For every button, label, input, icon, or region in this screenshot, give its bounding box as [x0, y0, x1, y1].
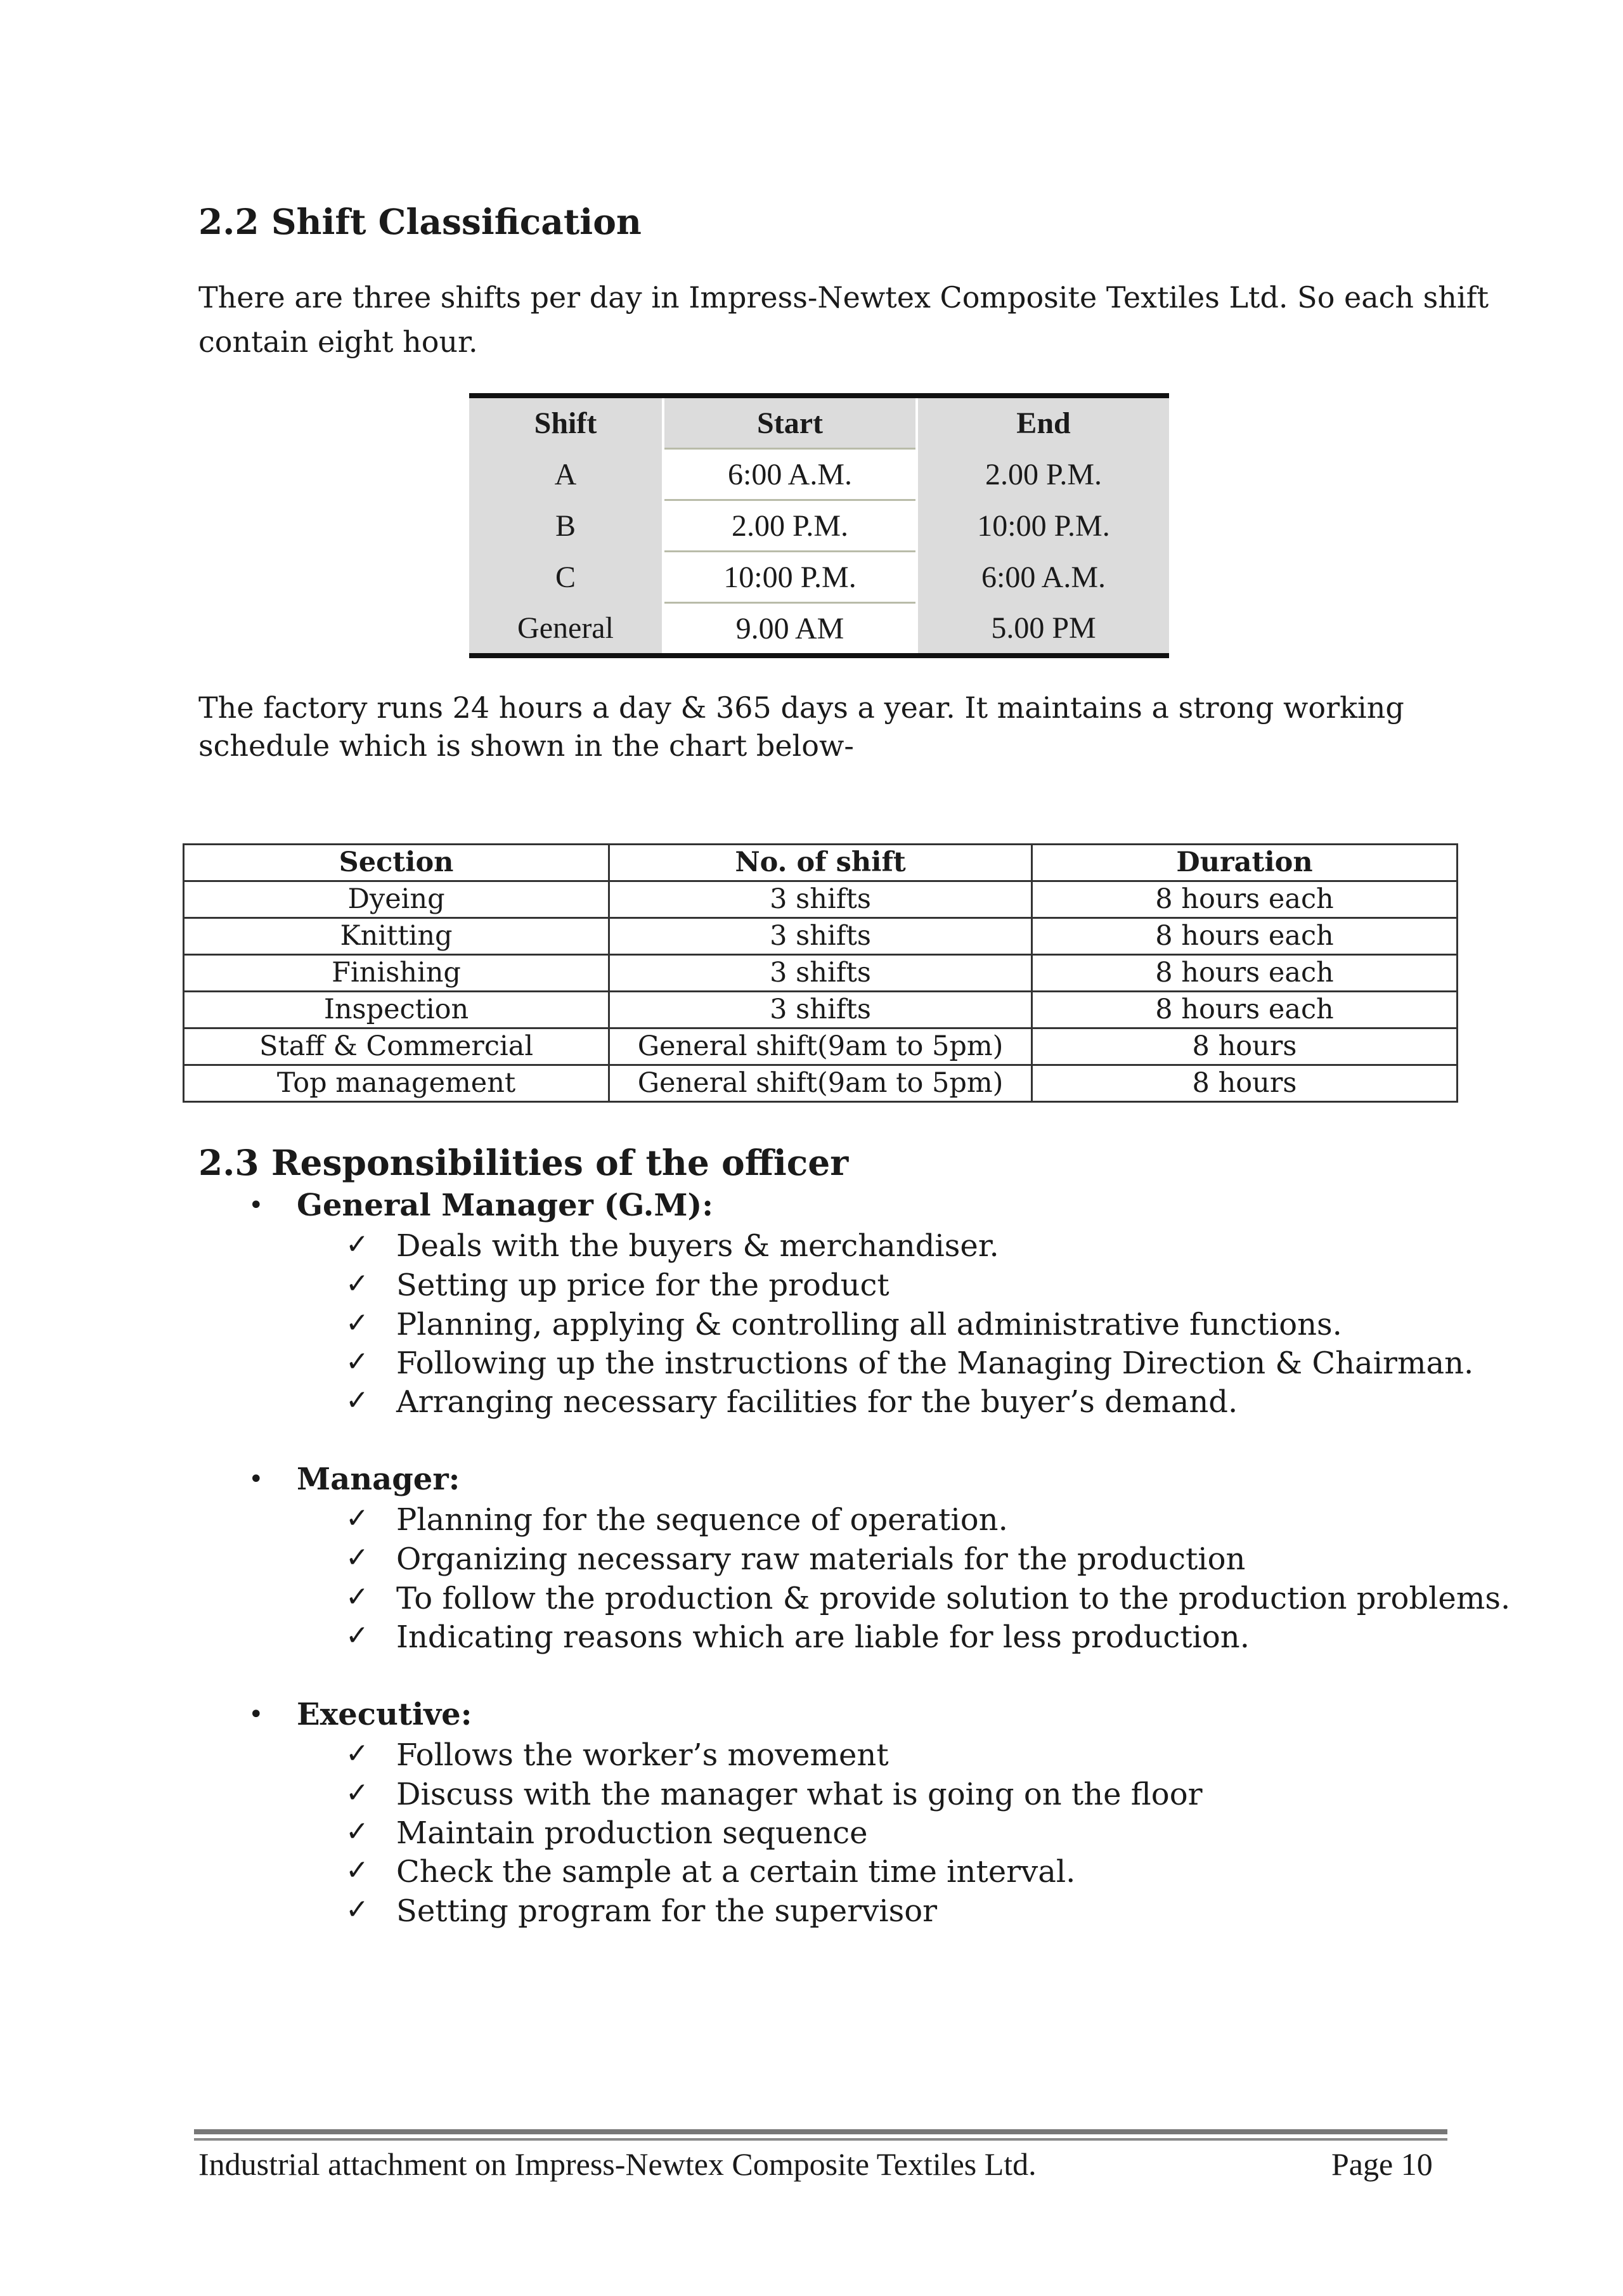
cell-shift: A	[469, 449, 663, 500]
checkmark-icon: ✓	[346, 1737, 369, 1770]
list-item-text: Organizing necessary raw materials for the production	[396, 1541, 1246, 1577]
column-header-start: Start	[663, 396, 917, 449]
footer-divider-thin	[194, 2138, 1447, 2141]
table-row	[184, 1065, 1458, 1102]
list-item	[0, 1777, 1623, 1816]
list-item-text: Check the sample at a certain time interval.	[396, 1854, 1076, 1890]
section-heading-shift-classification: 2.2 Shift Classification	[198, 201, 642, 242]
cell-end: 6:00 A.M.	[917, 552, 1169, 603]
checkmark-icon: ✓	[346, 1541, 369, 1574]
schedule-table	[183, 843, 1458, 1103]
checkmark-icon: ✓	[346, 1854, 369, 1886]
cell-section: Inspection	[184, 992, 609, 1028]
column-header-no-of-shift: No. of shift	[609, 845, 1032, 881]
role-title: General Manager (G.M):	[297, 1188, 713, 1223]
cell-shift: General	[469, 603, 663, 656]
list-item-text: Setting program for the supervisor	[396, 1893, 938, 1929]
checkmark-icon: ✓	[346, 1777, 369, 1809]
checkmark-icon: ✓	[346, 1384, 369, 1417]
list-item	[0, 1307, 1623, 1346]
column-header-duration: Duration	[1032, 845, 1458, 881]
table-row	[184, 1028, 1458, 1065]
list-item-text: Planning, applying & controlling all administrative functions.	[396, 1307, 1342, 1342]
cell-start: 9.00 AM	[663, 603, 917, 656]
list-item	[0, 1737, 1623, 1777]
list-item	[0, 1228, 1623, 1268]
cell-duration: 8 hours each	[1032, 881, 1458, 918]
cell-section: Finishing	[184, 955, 609, 992]
table-row	[184, 992, 1458, 1028]
checkmark-icon: ✓	[346, 1228, 369, 1261]
list-item	[0, 1384, 1623, 1424]
column-header-section: Section	[184, 845, 609, 881]
intro-paragraph-line-1: There are three shifts per day in Impress-Newtex Composite Textiles Ltd. So each shift	[198, 280, 1489, 315]
cell-start: 10:00 P.M.	[663, 552, 917, 603]
cell-end: 5.00 PM	[917, 603, 1169, 656]
table-row	[184, 918, 1458, 955]
schedule-intro-line-2: schedule which is shown in the chart below-	[198, 729, 854, 763]
column-header-end: End	[917, 396, 1169, 449]
cell-no-of-shift: 3 shifts	[609, 881, 1032, 918]
cell-duration: 8 hours	[1032, 1028, 1458, 1065]
list-item-text: Arranging necessary facilities for the buyer’s demand.	[396, 1384, 1238, 1420]
list-item-text: Discuss with the manager what is going on the floor	[396, 1777, 1203, 1812]
footer-document-title: Industrial attachment on Impress-Newtex Composite Textiles Ltd.	[198, 2146, 1037, 2182]
cell-start: 2.00 P.M.	[663, 500, 917, 552]
list-item-text: Following up the instructions of the Managing Direction & Chairman.	[396, 1346, 1474, 1381]
page-number: Page 10	[1331, 2146, 1433, 2182]
cell-section: Dyeing	[184, 881, 609, 918]
cell-no-of-shift: 3 shifts	[609, 955, 1032, 992]
list-item	[0, 1619, 1623, 1659]
table-row	[469, 449, 1169, 500]
schedule-intro-line-1: The factory runs 24 hours a day & 365 days a year. It maintains a strong working	[198, 691, 1404, 725]
cell-shift: C	[469, 552, 663, 603]
role-title: Executive:	[297, 1697, 472, 1732]
cell-no-of-shift: General shift(9am to 5pm)	[609, 1028, 1032, 1065]
list-item	[0, 1893, 1623, 1933]
checkmark-icon: ✓	[346, 1268, 369, 1300]
table-row	[184, 881, 1458, 918]
list-item-text: Indicating reasons which are liable for less production.	[396, 1619, 1250, 1655]
bullet-icon: •	[249, 1191, 264, 1220]
role-title: Manager:	[297, 1462, 460, 1497]
cell-no-of-shift: 3 shifts	[609, 992, 1032, 1028]
list-item-text: Planning for the sequence of operation.	[396, 1502, 1008, 1538]
bullet-icon: •	[249, 1465, 264, 1494]
table-row	[469, 603, 1169, 656]
cell-duration: 8 hours	[1032, 1065, 1458, 1102]
table-row	[184, 955, 1458, 992]
list-item	[0, 1502, 1623, 1541]
checkmark-icon: ✓	[346, 1619, 369, 1652]
cell-section: Top management	[184, 1065, 609, 1102]
cell-end: 10:00 P.M.	[917, 500, 1169, 552]
cell-section: Staff & Commercial	[184, 1028, 609, 1065]
shift-table-header-row	[469, 396, 1169, 449]
list-item	[0, 1581, 1623, 1620]
cell-duration: 8 hours each	[1032, 992, 1458, 1028]
checkmark-icon: ✓	[346, 1581, 369, 1613]
table-row	[469, 552, 1169, 603]
cell-shift: B	[469, 500, 663, 552]
schedule-table-header-row	[184, 845, 1458, 881]
shift-table	[469, 393, 1169, 658]
cell-start: 6:00 A.M.	[663, 449, 917, 500]
checkmark-icon: ✓	[346, 1815, 369, 1848]
list-item	[0, 1854, 1623, 1893]
table-row	[469, 500, 1169, 552]
cell-no-of-shift: 3 shifts	[609, 918, 1032, 955]
cell-no-of-shift: General shift(9am to 5pm)	[609, 1065, 1032, 1102]
list-item-text: Deals with the buyers & merchandiser.	[396, 1228, 999, 1264]
section-heading-responsibilities: 2.3 Responsibilities of the officer	[198, 1142, 849, 1183]
bullet-icon: •	[249, 1700, 264, 1729]
column-header-shift: Shift	[469, 396, 663, 449]
checkmark-icon: ✓	[346, 1893, 369, 1926]
footer-divider	[194, 2129, 1447, 2134]
checkmark-icon: ✓	[346, 1502, 369, 1534]
checkmark-icon: ✓	[346, 1346, 369, 1378]
cell-duration: 8 hours each	[1032, 955, 1458, 992]
intro-paragraph-line-2: contain eight hour.	[198, 325, 478, 359]
list-item-text: To follow the production & provide solution to the production problems.	[396, 1581, 1511, 1616]
cell-section: Knitting	[184, 918, 609, 955]
checkmark-icon: ✓	[346, 1307, 369, 1339]
list-item	[0, 1268, 1623, 1307]
list-item	[0, 1541, 1623, 1581]
list-item-text: Maintain production sequence	[396, 1815, 868, 1851]
list-item-text: Setting up price for the product	[396, 1268, 889, 1303]
cell-duration: 8 hours each	[1032, 918, 1458, 955]
list-item	[0, 1346, 1623, 1385]
cell-end: 2.00 P.M.	[917, 449, 1169, 500]
list-item	[0, 1815, 1623, 1855]
list-item-text: Follows the worker’s movement	[396, 1737, 889, 1773]
